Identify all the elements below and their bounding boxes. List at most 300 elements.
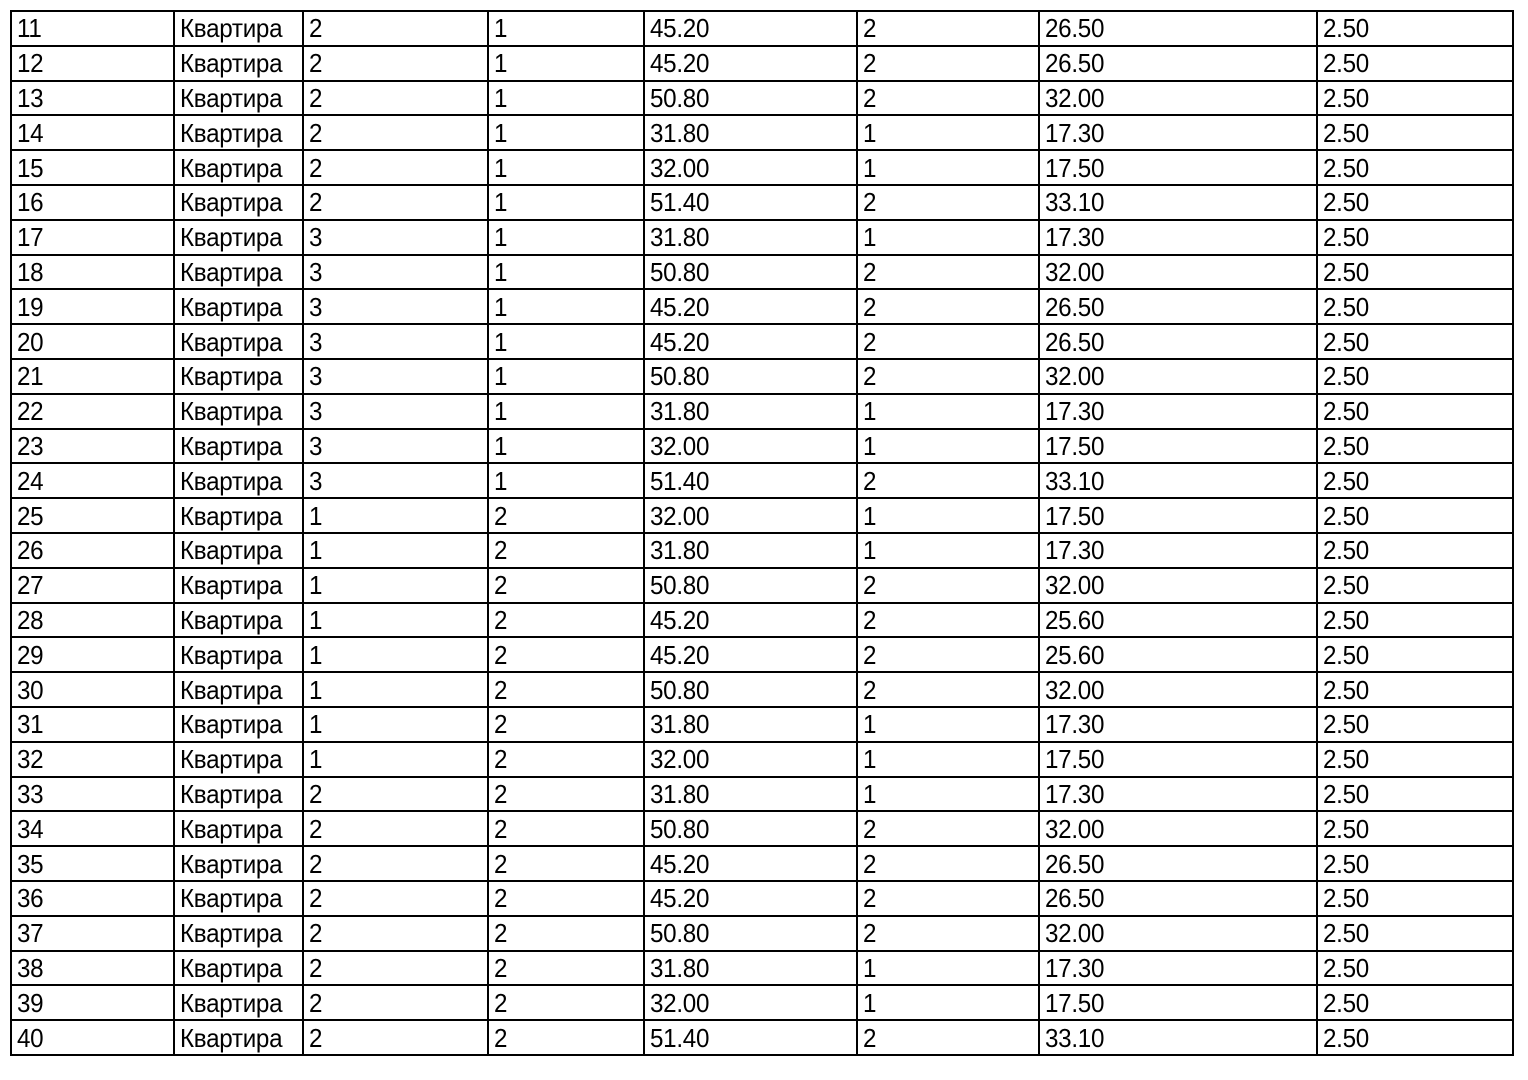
table-row <box>11 185 1513 220</box>
table-cell <box>11 846 174 881</box>
cell-text: 2.50 <box>1323 604 1369 635</box>
cell-text: 18 <box>17 256 44 287</box>
table-cell <box>303 637 488 672</box>
table-cell <box>303 185 488 220</box>
cell-text: 1 <box>494 465 508 496</box>
cell-text: 2 <box>494 535 508 566</box>
cell-text: 31.80 <box>650 778 710 809</box>
cell-text: 45.20 <box>650 604 710 635</box>
table-row <box>11 637 1513 672</box>
table-cell <box>11 324 174 359</box>
table-cell <box>1317 11 1513 46</box>
cell-text: Квартира <box>180 535 283 566</box>
table-cell <box>303 916 488 951</box>
table-row <box>11 603 1513 638</box>
cell-text: 2.50 <box>1323 778 1369 809</box>
table-cell <box>174 498 303 533</box>
table-cell <box>174 533 303 568</box>
cell-text: 17.50 <box>1045 500 1105 531</box>
table-cell <box>644 324 857 359</box>
table-cell <box>857 951 1039 986</box>
table-cell <box>174 359 303 394</box>
table-cell <box>11 742 174 777</box>
cell-text: Квартира <box>180 883 283 914</box>
cell-text: 3 <box>309 291 323 322</box>
cell-text: 2 <box>309 187 323 218</box>
table-cell <box>644 846 857 881</box>
table-cell <box>857 463 1039 498</box>
cell-text: 34 <box>17 813 44 844</box>
table-cell <box>11 359 174 394</box>
table-row <box>11 707 1513 742</box>
cell-text: 17.50 <box>1045 430 1105 461</box>
cell-text: 33.10 <box>1045 187 1105 218</box>
table-cell <box>488 324 644 359</box>
table-cell <box>857 637 1039 672</box>
table-cell <box>1317 916 1513 951</box>
cell-text: 1 <box>494 396 508 427</box>
cell-text: 28 <box>17 604 44 635</box>
cell-text: 1 <box>309 604 323 635</box>
table-cell <box>1317 985 1513 1020</box>
table-row <box>11 429 1513 464</box>
cell-text: 2.50 <box>1323 744 1369 775</box>
cell-text: 17.30 <box>1045 709 1105 740</box>
cell-text: 14 <box>17 117 44 148</box>
table-cell <box>303 1020 488 1055</box>
table-cell <box>174 1020 303 1055</box>
cell-text: 32.00 <box>650 430 710 461</box>
cell-text: Квартира <box>180 326 283 357</box>
table-cell <box>11 985 174 1020</box>
table-cell <box>303 881 488 916</box>
cell-text: 1 <box>309 744 323 775</box>
table-cell <box>1039 603 1317 638</box>
table-cell <box>1039 220 1317 255</box>
table-cell <box>1039 429 1317 464</box>
table-cell <box>857 255 1039 290</box>
table-cell <box>488 811 644 846</box>
table-row <box>11 568 1513 603</box>
cell-text: 2.50 <box>1323 883 1369 914</box>
cell-text: 1 <box>494 326 508 357</box>
cell-text: 3 <box>309 396 323 427</box>
table-cell <box>1039 46 1317 81</box>
cell-text: 2.50 <box>1323 465 1369 496</box>
table-row <box>11 916 1513 951</box>
cell-text: 2 <box>309 152 323 183</box>
cell-text: 32.00 <box>1045 256 1105 287</box>
table-cell <box>11 672 174 707</box>
cell-text: 2.50 <box>1323 500 1369 531</box>
cell-text: 37 <box>17 918 44 949</box>
cell-text: Квартира <box>180 396 283 427</box>
table-cell <box>11 81 174 116</box>
cell-text: 2 <box>309 918 323 949</box>
cell-text: 11 <box>17 13 42 44</box>
cell-text: 2 <box>494 674 508 705</box>
table-cell <box>488 359 644 394</box>
table-cell <box>1317 742 1513 777</box>
cell-text: 32.00 <box>1045 813 1105 844</box>
table-cell <box>1039 1020 1317 1055</box>
table-cell <box>644 115 857 150</box>
cell-text: 19 <box>17 291 44 322</box>
cell-text: Квартира <box>180 82 283 113</box>
table-cell <box>174 81 303 116</box>
cell-text: 17.50 <box>1045 744 1105 775</box>
cell-text: Квартира <box>180 256 283 287</box>
cell-text: 2 <box>494 987 508 1018</box>
cell-text: 2.50 <box>1323 813 1369 844</box>
table-cell <box>488 533 644 568</box>
cell-text: 1 <box>309 500 323 531</box>
table-row <box>11 46 1513 81</box>
table-row <box>11 1020 1513 1055</box>
table-cell <box>1317 81 1513 116</box>
table-cell <box>644 533 857 568</box>
table-cell <box>1317 1020 1513 1055</box>
table-cell <box>1317 185 1513 220</box>
table-cell <box>174 951 303 986</box>
cell-text: 16 <box>17 187 44 218</box>
table-cell <box>644 463 857 498</box>
cell-text: 2 <box>863 256 877 287</box>
table-cell <box>11 916 174 951</box>
cell-text: 2 <box>309 952 323 983</box>
cell-text: Квартира <box>180 987 283 1018</box>
cell-text: 1 <box>863 535 877 566</box>
table-cell <box>488 951 644 986</box>
table-cell <box>1039 394 1317 429</box>
table-row <box>11 881 1513 916</box>
table-cell <box>857 220 1039 255</box>
table-cell <box>857 289 1039 324</box>
table-cell <box>174 603 303 638</box>
table-cell <box>644 568 857 603</box>
cell-text: 1 <box>863 396 877 427</box>
cell-text: 2.50 <box>1323 535 1369 566</box>
cell-text: 17 <box>17 222 44 253</box>
table-cell <box>644 811 857 846</box>
table-cell <box>857 46 1039 81</box>
data-table <box>10 10 1514 1056</box>
table-cell <box>857 568 1039 603</box>
table-row <box>11 289 1513 324</box>
table-cell <box>303 46 488 81</box>
table-cell <box>303 255 488 290</box>
table-cell <box>174 672 303 707</box>
cell-text: 17.50 <box>1045 152 1105 183</box>
table-cell <box>1039 846 1317 881</box>
table-cell <box>1317 811 1513 846</box>
cell-text: 45.20 <box>650 326 710 357</box>
table-cell <box>303 498 488 533</box>
table-cell <box>857 742 1039 777</box>
table-cell <box>1317 777 1513 812</box>
table-cell <box>857 394 1039 429</box>
cell-text: 17.30 <box>1045 778 1105 809</box>
table-cell <box>303 742 488 777</box>
cell-text: 2 <box>863 82 877 113</box>
table-cell <box>303 150 488 185</box>
cell-text: 1 <box>863 778 877 809</box>
cell-text: 31 <box>17 709 44 740</box>
cell-text: Квартира <box>180 952 283 983</box>
cell-text: 1 <box>863 430 877 461</box>
cell-text: 2 <box>494 709 508 740</box>
cell-text: 33.10 <box>1045 1022 1105 1053</box>
cell-text: 29 <box>17 639 44 670</box>
table-cell <box>11 637 174 672</box>
table-cell <box>857 115 1039 150</box>
cell-text: 2 <box>863 187 877 218</box>
cell-text: 2 <box>309 883 323 914</box>
table-cell <box>303 359 488 394</box>
table-cell <box>857 881 1039 916</box>
table-cell <box>644 916 857 951</box>
cell-text: 2 <box>863 918 877 949</box>
table-cell <box>488 289 644 324</box>
table-cell <box>488 603 644 638</box>
table-cell <box>174 289 303 324</box>
table-cell <box>488 115 644 150</box>
table-cell <box>488 11 644 46</box>
table-cell <box>1317 359 1513 394</box>
table-cell <box>1039 11 1317 46</box>
table-cell <box>303 603 488 638</box>
cell-text: 2 <box>309 117 323 148</box>
table-cell <box>644 603 857 638</box>
cell-text: 35 <box>17 848 44 879</box>
table-cell <box>174 185 303 220</box>
table-cell <box>644 1020 857 1055</box>
table-cell <box>1039 324 1317 359</box>
cell-text: 2 <box>494 918 508 949</box>
cell-text: 32.00 <box>1045 361 1105 392</box>
cell-text: 22 <box>17 396 44 427</box>
cell-text: 17.30 <box>1045 952 1105 983</box>
cell-text: 25 <box>17 500 44 531</box>
cell-text: 1 <box>494 117 508 148</box>
table-cell <box>174 255 303 290</box>
table-row <box>11 463 1513 498</box>
cell-text: 2.50 <box>1323 117 1369 148</box>
table-row <box>11 498 1513 533</box>
cell-text: 2 <box>863 848 877 879</box>
table-cell <box>1039 916 1317 951</box>
table-cell <box>174 11 303 46</box>
table-cell <box>857 429 1039 464</box>
table-cell <box>857 603 1039 638</box>
cell-text: 17.30 <box>1045 222 1105 253</box>
cell-text: 15 <box>17 152 44 183</box>
cell-text: 45.20 <box>650 883 710 914</box>
table-cell <box>644 359 857 394</box>
cell-text: 2 <box>309 778 323 809</box>
table-cell <box>1317 324 1513 359</box>
cell-text: 17.30 <box>1045 117 1105 148</box>
table-cell <box>1317 429 1513 464</box>
table-cell <box>644 637 857 672</box>
cell-text: Квартира <box>180 465 283 496</box>
cell-text: 25.60 <box>1045 604 1105 635</box>
cell-text: 50.80 <box>650 813 710 844</box>
table-cell <box>303 81 488 116</box>
cell-text: 2 <box>863 465 877 496</box>
table-cell <box>1039 463 1317 498</box>
cell-text: 1 <box>309 639 323 670</box>
table-cell <box>1039 568 1317 603</box>
cell-text: 2 <box>863 674 877 705</box>
table-cell <box>857 81 1039 116</box>
cell-text: Квартира <box>180 604 283 635</box>
table-row <box>11 777 1513 812</box>
cell-text: 2.50 <box>1323 361 1369 392</box>
cell-text: Квартира <box>180 639 283 670</box>
table-cell <box>1039 637 1317 672</box>
cell-text: 31.80 <box>650 952 710 983</box>
table-cell <box>1317 846 1513 881</box>
table-cell <box>1317 150 1513 185</box>
table-cell <box>303 672 488 707</box>
table-cell <box>174 742 303 777</box>
cell-text: 38 <box>17 952 44 983</box>
table-cell <box>1039 533 1317 568</box>
cell-text: 32.00 <box>650 152 710 183</box>
cell-text: 2 <box>863 604 877 635</box>
table-cell <box>488 81 644 116</box>
cell-text: Квартира <box>180 152 283 183</box>
cell-text: Квартира <box>180 848 283 879</box>
table-cell <box>857 533 1039 568</box>
cell-text: 31.80 <box>650 222 710 253</box>
cell-text: 1 <box>863 222 877 253</box>
table-cell <box>174 463 303 498</box>
cell-text: 2 <box>309 13 323 44</box>
table-cell <box>857 359 1039 394</box>
cell-text: 1 <box>494 82 508 113</box>
cell-text: 3 <box>309 430 323 461</box>
cell-text: 40 <box>17 1022 44 1053</box>
cell-text: 31.80 <box>650 117 710 148</box>
table-cell <box>11 46 174 81</box>
table-row <box>11 394 1513 429</box>
cell-text: Квартира <box>180 430 283 461</box>
cell-text: 45.20 <box>650 48 710 79</box>
table-cell <box>303 846 488 881</box>
table-row <box>11 985 1513 1020</box>
table-cell <box>488 498 644 533</box>
table-cell <box>11 220 174 255</box>
cell-text: 1 <box>494 222 508 253</box>
table-cell <box>1317 115 1513 150</box>
cell-text: 1 <box>863 709 877 740</box>
cell-text: 1 <box>309 535 323 566</box>
cell-text: 2 <box>494 952 508 983</box>
cell-text: 2 <box>494 500 508 531</box>
table-cell <box>857 777 1039 812</box>
cell-text: 1 <box>494 152 508 183</box>
cell-text: 2 <box>494 744 508 775</box>
cell-text: 1 <box>494 187 508 218</box>
table-cell <box>1039 255 1317 290</box>
cell-text: 51.40 <box>650 187 710 218</box>
table-cell <box>174 324 303 359</box>
cell-text: 1 <box>494 291 508 322</box>
table-cell <box>11 394 174 429</box>
cell-text: Квартира <box>180 187 283 218</box>
table-row <box>11 81 1513 116</box>
table-cell <box>644 81 857 116</box>
table-cell <box>303 324 488 359</box>
cell-text: 50.80 <box>650 918 710 949</box>
table-cell <box>488 46 644 81</box>
table-cell <box>488 568 644 603</box>
cell-text: 1 <box>863 152 877 183</box>
cell-text: 45.20 <box>650 13 710 44</box>
table-cell <box>1039 811 1317 846</box>
table-cell <box>644 289 857 324</box>
cell-text: 30 <box>17 674 44 705</box>
cell-text: Квартира <box>180 918 283 949</box>
cell-text: 2 <box>494 604 508 635</box>
table-cell <box>857 916 1039 951</box>
cell-text: 2.50 <box>1323 430 1369 461</box>
cell-text: 50.80 <box>650 82 710 113</box>
table-cell <box>303 115 488 150</box>
table-row <box>11 672 1513 707</box>
table-cell <box>1039 185 1317 220</box>
cell-text: 2 <box>494 883 508 914</box>
cell-text: 2 <box>863 361 877 392</box>
cell-text: Квартира <box>180 709 283 740</box>
table-cell <box>1317 603 1513 638</box>
table-cell <box>11 11 174 46</box>
table-cell <box>488 220 644 255</box>
table-cell <box>644 46 857 81</box>
table-cell <box>488 394 644 429</box>
table-cell <box>857 707 1039 742</box>
cell-text: 1 <box>494 361 508 392</box>
cell-text: 1 <box>309 674 323 705</box>
table-row <box>11 533 1513 568</box>
table-cell <box>857 185 1039 220</box>
cell-text: 3 <box>309 465 323 496</box>
table-cell <box>857 498 1039 533</box>
table-cell <box>1317 289 1513 324</box>
cell-text: 31.80 <box>650 396 710 427</box>
cell-text: 26.50 <box>1045 883 1105 914</box>
cell-text: 2 <box>863 570 877 601</box>
cell-text: 2 <box>863 813 877 844</box>
cell-text: Квартира <box>180 778 283 809</box>
table-cell <box>11 150 174 185</box>
table-row <box>11 811 1513 846</box>
table-cell <box>174 811 303 846</box>
cell-text: 2.50 <box>1323 918 1369 949</box>
cell-text: 1 <box>309 709 323 740</box>
table-cell <box>488 150 644 185</box>
cell-text: 2.50 <box>1323 396 1369 427</box>
table-cell <box>303 985 488 1020</box>
cell-text: 2 <box>863 291 877 322</box>
table-cell <box>1039 289 1317 324</box>
table-cell <box>11 498 174 533</box>
table-cell <box>644 429 857 464</box>
cell-text: 2 <box>309 987 323 1018</box>
table-cell <box>174 846 303 881</box>
